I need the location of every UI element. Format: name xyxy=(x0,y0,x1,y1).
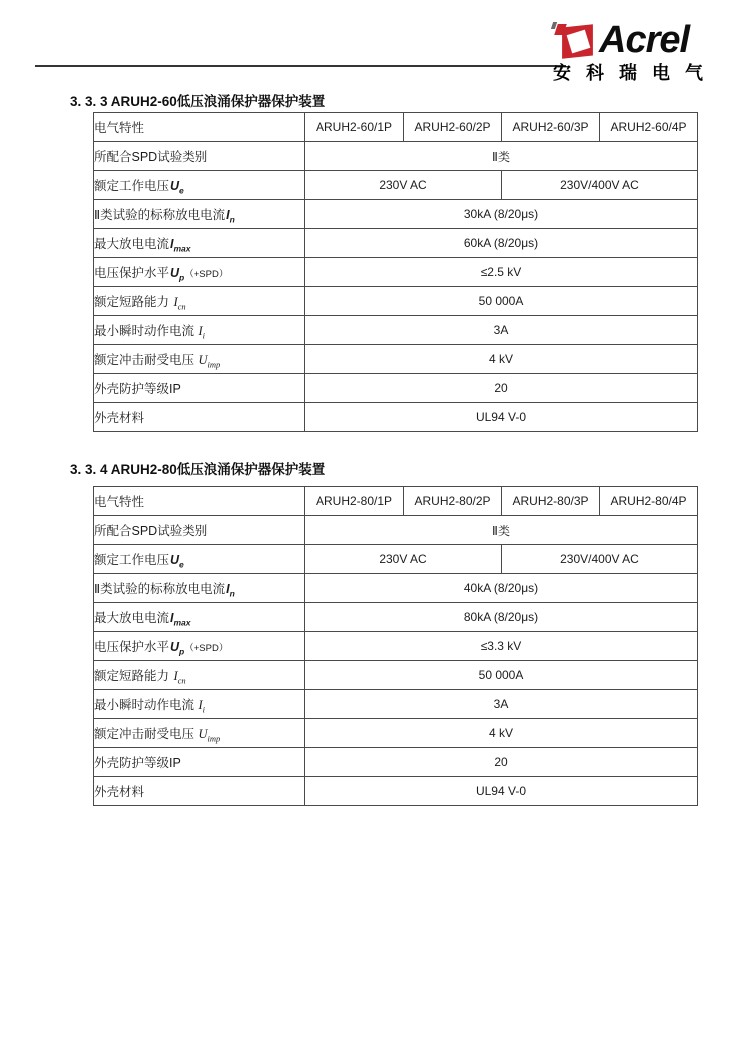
table-row xyxy=(94,516,698,545)
table-row xyxy=(94,316,698,345)
table-row xyxy=(94,690,698,719)
row-label: 电压保护水平$U_p(+SPD)$ xyxy=(94,632,305,661)
row-value: ≤3.3 kV xyxy=(305,632,698,661)
brand-name: Acrel xyxy=(599,19,690,61)
row-value: 50 000A xyxy=(305,287,698,316)
section-title-aruh2-80: 3. 3. 4 ARUH2-80低压浪涌保护器保护装置 xyxy=(70,462,326,477)
column-header-model: ARUH2-60/1P xyxy=(305,113,404,142)
column-header-model: ARUH2-80/1P xyxy=(305,487,404,516)
row-value: 230V/400V AC xyxy=(502,171,698,200)
table-row xyxy=(94,171,698,200)
table-row xyxy=(94,374,698,403)
column-header-characteristics: 电气特性 xyxy=(94,113,305,142)
row-value: ≤2.5 kV xyxy=(305,258,698,287)
table-row xyxy=(94,748,698,777)
row-value: 3A xyxy=(305,316,698,345)
column-header-model: ARUH2-60/4P xyxy=(600,113,698,142)
table-row xyxy=(94,287,698,316)
row-label: 最小瞬时动作电流 $I_i$ xyxy=(94,316,305,345)
column-header-model: ARUH2-80/2P xyxy=(404,487,502,516)
row-label: Ⅱ类试验的标称放电电流$I_n$ xyxy=(94,574,305,603)
brand-subtitle: 安科瑞电气 xyxy=(553,63,718,83)
row-value: Ⅱ类 xyxy=(305,516,698,545)
acrel-logo-icon xyxy=(553,18,597,62)
table-row xyxy=(94,403,698,432)
table-row xyxy=(94,574,698,603)
row-label: 外壳防护等级IP xyxy=(94,374,305,403)
row-value: UL94 V-0 xyxy=(305,403,698,432)
table-row xyxy=(94,632,698,661)
row-label: 外壳材料 xyxy=(94,403,305,432)
row-value: 50 000A xyxy=(305,661,698,690)
row-label: 所配合SPD试验类别 xyxy=(94,142,305,171)
row-label: 额定冲击耐受电压 $U_{imp}$ xyxy=(94,719,305,748)
row-label: 额定工作电压$U_e$ xyxy=(94,545,305,574)
row-label: 外壳防护等级IP xyxy=(94,748,305,777)
row-value: Ⅱ类 xyxy=(305,142,698,171)
row-value: 4 kV xyxy=(305,719,698,748)
table-row xyxy=(94,777,698,806)
spec-table-aruh2-80 xyxy=(93,486,698,806)
row-label: 所配合SPD试验类别 xyxy=(94,516,305,545)
row-label: 额定短路能力 $I_{cn}$ xyxy=(94,661,305,690)
row-label: 最大放电电流$I_{max}$ xyxy=(94,229,305,258)
section-title-aruh2-60: 3. 3. 3 ARUH2-60低压浪涌保护器保护装置 xyxy=(70,94,326,109)
table-row xyxy=(94,142,698,171)
table-row xyxy=(94,661,698,690)
row-value: 20 xyxy=(305,374,698,403)
row-label: 额定冲击耐受电压 $U_{imp}$ xyxy=(94,345,305,374)
row-value: 230V AC xyxy=(305,545,502,574)
row-value: 230V/400V AC xyxy=(502,545,698,574)
table-header-row xyxy=(94,113,698,142)
acrel-logo xyxy=(553,16,747,83)
row-value: 40kA (8/20μs) xyxy=(305,574,698,603)
table-row xyxy=(94,603,698,632)
column-header-characteristics: 电气特性 xyxy=(94,487,305,516)
row-value: 230V AC xyxy=(305,171,502,200)
row-label: Ⅱ类试验的标称放电电流$I_n$ xyxy=(94,200,305,229)
column-header-model: ARUH2-60/3P xyxy=(502,113,600,142)
spec-table-aruh2-60 xyxy=(93,112,698,432)
table-row xyxy=(94,229,698,258)
column-header-model: ARUH2-80/4P xyxy=(600,487,698,516)
row-label: 最大放电电流$I_{max}$ xyxy=(94,603,305,632)
row-label: 外壳材料 xyxy=(94,777,305,806)
table-row xyxy=(94,200,698,229)
row-value: UL94 V-0 xyxy=(305,777,698,806)
table-row xyxy=(94,719,698,748)
row-value: 3A xyxy=(305,690,698,719)
row-label: 额定工作电压$U_e$ xyxy=(94,171,305,200)
row-value: 60kA (8/20μs) xyxy=(305,229,698,258)
table-row xyxy=(94,545,698,574)
row-label: 额定短路能力 $I_{cn}$ xyxy=(94,287,305,316)
row-label: 最小瞬时动作电流 $I_i$ xyxy=(94,690,305,719)
table-row xyxy=(94,345,698,374)
row-value: 20 xyxy=(305,748,698,777)
row-value: 80kA (8/20μs) xyxy=(305,603,698,632)
row-value: 30kA (8/20μs) xyxy=(305,200,698,229)
header-rule xyxy=(35,65,566,67)
table-header-row xyxy=(94,487,698,516)
column-header-model: ARUH2-60/2P xyxy=(404,113,502,142)
table-row xyxy=(94,258,698,287)
row-value: 4 kV xyxy=(305,345,698,374)
row-label: 电压保护水平$U_p(+SPD)$ xyxy=(94,258,305,287)
column-header-model: ARUH2-80/3P xyxy=(502,487,600,516)
